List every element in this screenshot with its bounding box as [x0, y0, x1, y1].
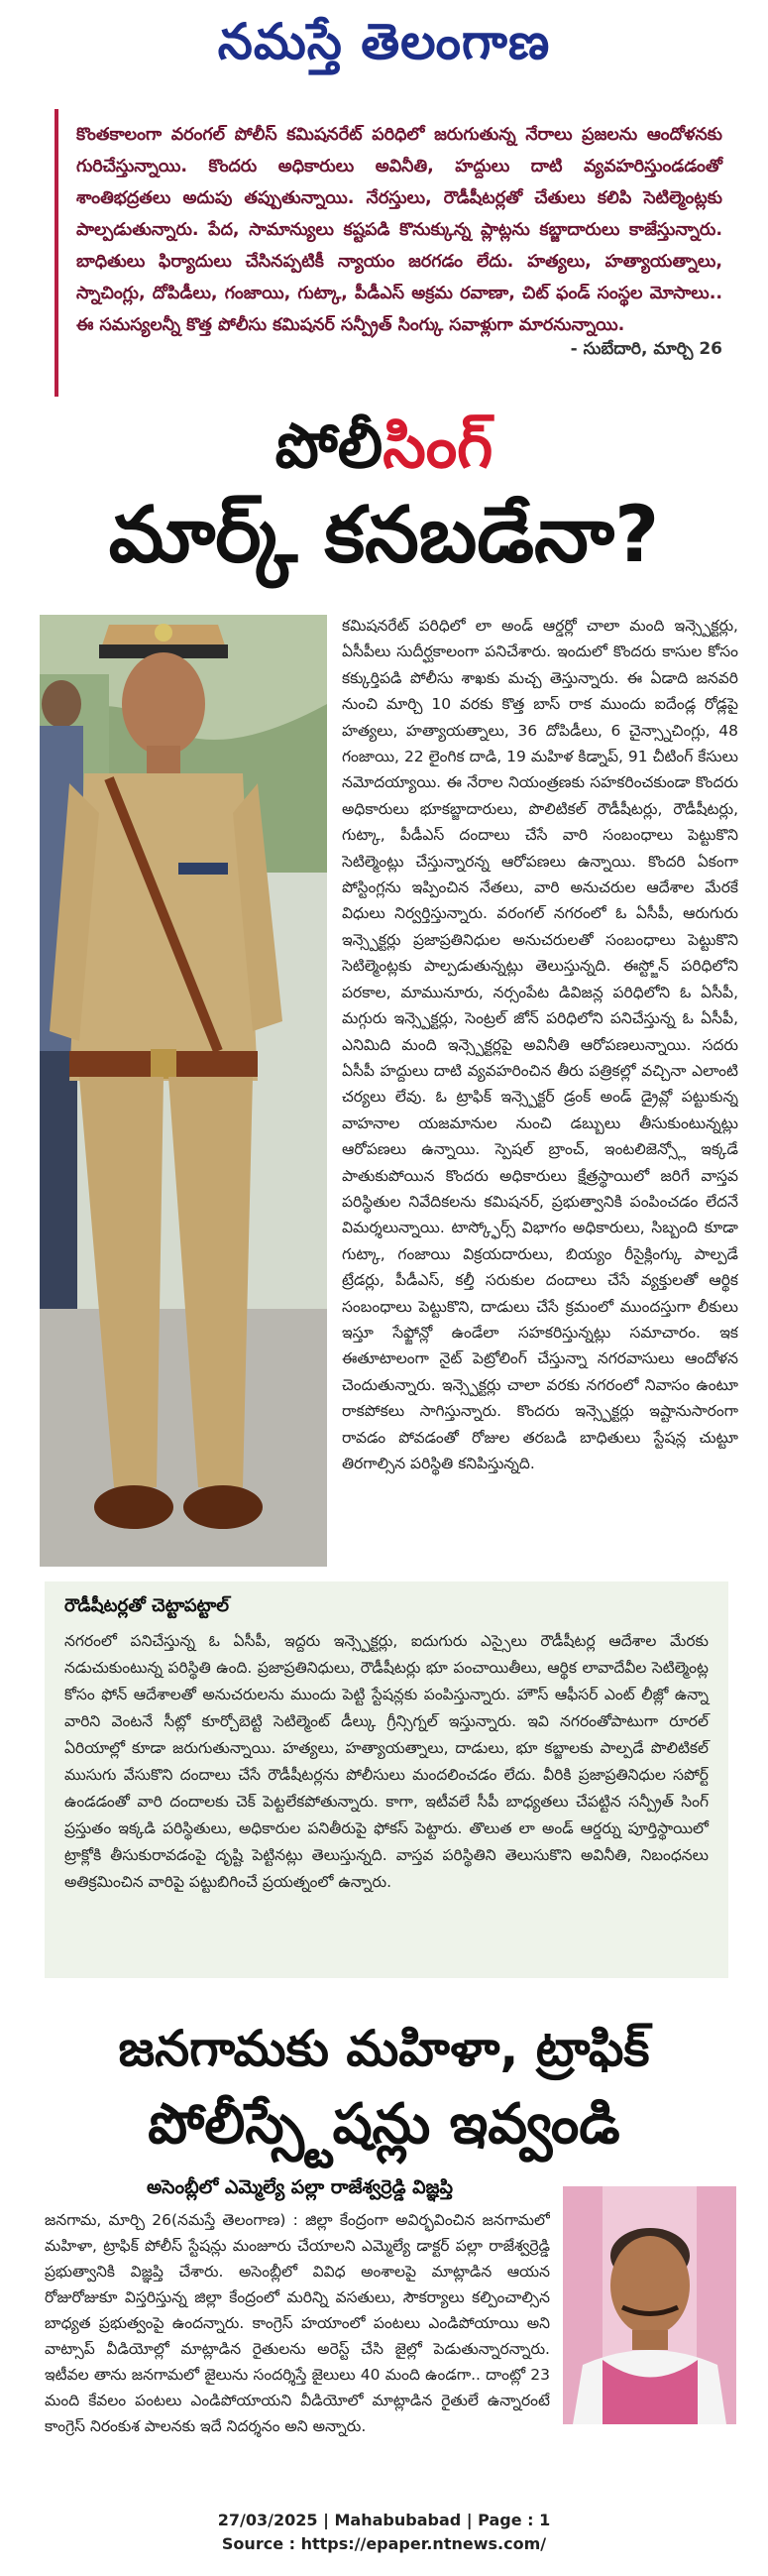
page-footer [0, 2509, 768, 2556]
headline-part-2-red: సింగ్ [383, 410, 494, 482]
police-officer-illustration [40, 615, 327, 1567]
second-headline-line-2: పోలీస్స్టేషన్లు ఇవ్వండి [148, 2092, 620, 2157]
second-headline-line-1: జనగామకు మహిళా, ట్రాఫిక్ [118, 2020, 650, 2077]
box-heading: రౌడీషీటర్లతో చెట్టాపట్టాల్ [64, 1595, 230, 1616]
sidebar-box [45, 1581, 728, 1978]
headline-line-1 [20, 407, 748, 486]
main-headline [20, 407, 748, 585]
box-body: నగరంలో పనిచేస్తున్న ఓ ఏసీపీ, ఇద్దరు ఇన్స్పెక్టర్లు, ఐదుగురు ఎస్సైలు రౌడీషీటర్ల ఆదేశాల మేరకు నడుచుకుంటున్న పరిస్థితి ఉంది. ప్రజాప్రతినిధులు, రౌడీషీటర్లు భూ పంచాయితీలు, ఆర్థిక లావాదేవీల సెటిల్మెంట్ల కోసం ఫోన్ ఆదేశాలతో అనుచరులను ముందు పెట్టి స్టేషన్లకు పంపిస్తున్నారు. హౌస్ ఆఫీసర్ ఎంట్ లీజ్లో ఉన్నా వారిని వెంటనే సీట్లో కూర్చోబెట్టి సెటిల్మెంట్ డీల్కు గ్రీన్సిగ్నల్ ఇస్తున్నారు. ఇవి నగరంతోపాటుగా రూరల్ ఏరియాల్లో కూడా జరుగుతున్నాయి. హత్యలు, హత్యాయత్నాలు, దాడులు, భూ కబ్జాలకు పాల్పడే పొలిటికల్ ముసుగు వేసుకొని దందాలు చేసే రౌడీషీటర్లను పోలీసులు మందలించడం లేదు. వీరికి ప్రజాప్రతినిధుల సపోర్ట్ ఉండడంతో వారి దందాలకు చెక్ పెట్టలేకపోతున్నారు. కాగా, ఇటీవలే సీపీ బాధ్యతలు చేపట్టిన సన్ప్రీత్ సింగ్ ప్రస్తుతం ఇక్కడి పరిస్థితులు, అధికారుల పనితీరుపై ఫోకస్ పెట్టారు. తొలుత లా అండ్ ఆర్డర్ను పూర్తిస్థాయిలో ట్రాక్లోకి తీసుకురావడంపై దృష్టి పెట్టినట్లు తెలుస్తున్నది. వాస్తవ పరిస్థితిని తెలుసుకొని అవినీతి, నిబంధనలు అతిక్రమించిన వారిపై పట్టుబిగించే ప్రయత్నంలో ఉన్నారు. [64, 1632, 709, 1891]
second-article-body: జనగామ, మార్చి 26(నమస్తే తెలంగాణ) : జిల్లా కేంద్రంగా అవిర్భవించిన జనగామలో మహిళా, ట్రాఫిక్ పోలీస్ స్టేషన్లు మంజూరు చేయాలని ఎమ్మెల్యే డాక్టర్ పల్లా రాజేశ్వర్రెడ్డి ప్రభుత్వానికి విజ్ఞప్తి చేశారు. అసెంబ్లీలో వివిధ అంశాలపై మాట్లాడిన ఆయన రోజురోజుకూ విస్తరిస్తున్న జిల్లా కేంద్రంలో మరిన్ని వసతులు, సౌకర్యాలు కల్పించాల్సిన బాధ్యత ప్రభుత్వంపై ఉందన్నారు. కాంగ్రెస్ హయాంలో పంటలు ఎండిపోయాయి అని వాట్సాప్ వీడియోల్లో మాట్లాడిన రైతులను అరెస్ట్ చేసి జైల్లో పెడుతున్నారన్నారు. ఇటీవల తాను జనగామలో జైలును సందర్శిస్తే జైలులు 40 మంది ఉండగా.. దాంట్లో 23 మంది కేవలం పంటలు ఎండిపోయాయని వీడియోలో మాట్లాడిన రైతులే ఉన్నారంటే కాంగ్రెస్ నిరంకుశ పాలనకు ఇదే నిదర్శనం అని అన్నారు. [45, 2211, 550, 2435]
footer-edition-info: 27/03/2025 | Mahabubabad | Page : 1 [217, 2511, 551, 2529]
intro-block [55, 109, 738, 397]
second-article-subhead: అసెంబ్లీలో ఎమ్మెల్యే పల్లా రాజేశ్వర్రెడ్డి విజ్ఞప్తి [146, 2176, 454, 2198]
commissioner-photo [40, 615, 327, 1567]
second-headline [20, 2013, 748, 2166]
footer-source: Source : https://epaper.ntnews.com/ [221, 2534, 547, 2553]
masthead [0, 0, 768, 94]
intro-text: కొంతకాలంగా వరంగల్ పోలీస్ కమిషనరేట్ పరిధిలో జరుగుతున్న నేరాలు ప్రజలను ఆందోళనకు గురిచేస్తున్నాయి. కొందరు అధికారులు అవినీతి, హద్దులు దాటి వ్యవహరిస్తుండడంతో శాంతిభద్రతలు అదుపు తప్పుతున్నాయి. నేరస్తులు, రౌడీషీటర్లతో చేతులు కలిపి సెటిల్మెంట్లకు పాల్పడుతున్నారు. పేద, సామాన్యులు కష్టపడి కొనుక్కున్న ప్లాట్లను కబ్జాదారులు కాజేస్తున్నారు. బాధితులు ఫిర్యాదులు చేసినప్పటికీ న్యాయం జరగడం లేదు. హత్యలు, హత్యాయత్నాలు, స్నాచింగ్లు, దోపిడీలు, గంజాయి, గుట్కా, పీడీఎస్ అక్రమ రవాణా, చిట్ ఫండ్ సంస్థల మోసాలు.. ఈ సమస్యలన్నీ కొత్త పోలీసు కమిషనర్ సన్ప్రీత్ సింగ్కు సవాళ్లుగా మారనున్నాయి. [76, 125, 722, 335]
intro-dateline: - సుబేదారి, మార్చి 26 [570, 339, 722, 359]
article-main-body: కమిషనరేట్ పరిధిలో లా అండ్ ఆర్డర్లో చాలా మంది ఇన్స్పెక్టర్లు, ఏసీపీలు సుదీర్ఘకాలంగా పనిచేశారు. ఇందులో కొందరు కాసుల కోసం కక్కుర్తిపడి పోలీసు శాఖకు మచ్చ తెస్తున్నారు. ఈ ఏడాది జనవరి నుంచి మార్చి 10 వరకు కొత్త బాస్ రాక ముందు ఐదేండ్ల రోడ్లపై హత్యలు, హత్యాయత్నాలు, 36 దోపిడీలు, 6 చైన్స్నాచింగ్లు, 48 గంజాయి, 22 లైంగిక దాడి, 19 మహిళ కిడ్నాప్, 91 చీటింగ్ కేసులు నమోదయ్యాయి. ఈ నేరాల నియంత్రణకు సహకరించకుండా కొందరు అధికారులు భూకబ్జాదారులు, పొలిటికల్ రౌడీషీటర్లు, రౌడీషీటర్లు, గుట్కా, పీడీఎస్ దందాలు చేసే వారి సంబంధాలు పెట్టుకొని సెటిల్మెంట్లు చేస్తున్నారన్న ఆరోపణలు ఉన్నాయి. కొందరి ఏకంగా పోస్టింగ్లను ఇప్పించిన నేతలు, వారి అనుచరుల ఆదేశాల మేరకే విధులు నిర్వర్తిస్తున్నారు. వరంగల్ నగరంలో ఓ ఏసీపీ, ఆరుగురు ఇన్స్పెక్టర్లు ప్రజాప్రతినిధుల అనుచరులతో సంబంధాలు పెట్టుకొని సెటిల్మెంట్లకు పాల్పడుతున్నట్లు తెలుస్తున్నది. ఈస్ట్జోన్ పరిధిలోని పరకాల, మామునూరు, నర్సంపేట డివిజన్ల పరిధిలోని ఓ ఏసీపీ, మగ్గురు ఇన్స్పెక్టర్లు, సెంట్రల్ జోన్ పరిధిలోని పనిచేస్తున్న ఓ ఏసీపీ, ఎనిమిది మంది ఇన్స్పెక్టర్లపై అవినీతి ఆరోపణలున్నాయి. సదరు ఏసీపీ హద్దులు దాటి వ్యవహరించిన తీరు పత్రికల్లో వచ్చినా ఎలాంటి చర్యలు లేవు. ఓ ట్రాఫిక్ ఇన్స్పెక్టర్ డ్రంక్ అండ్ డ్రైవ్లో పట్టుకున్న వాహనాల యజమానుల నుంచి డబ్బులు తీసుకుంటున్నట్లు ఆరోపణలు ఉన్నాయి. స్పెషల్ బ్రాంచ్, ఇంటలిజెన్స్లో ఇక్కడే పాతుకుపోయిన కొందరు అధికారులు క్షేత్రస్థాయిలో జరిగే వాస్తవ పరిస్థితుల నివేదికలను కమిషనర్, ప్రభుత్వానికి పంపించడం లేదనే విమర్శలున్నాయి. టాస్క్ఫోర్స్ విభాగం అధికారులు, సిబ్బంది కూడా గుట్కా, గంజాయి విక్రయదారులు, బియ్యం రీసైక్లింగ్కు పాల్పడే ట్రేడర్లు, పీడీఎస్, కల్తీ సరుకుల దందాలు చేసే వ్యక్తులతో ఆర్థిక సంబంధాలు పెట్టుకొని, దాడులు చేసే క్రమంలో ముందస్తుగా లీకులు ఇస్తూ సేఫ్జోన్లో ఉండేలా సహకరిస్తున్నట్లు సమాచారం. ఇక ఈతూటాలంగా నైట్ పెట్రోలింగ్ చేస్తున్నా నగరవాసులు ఆందోళన చెందుతున్నారు. ఇన్స్పెక్టర్లు చాలా వరకు నగరంలో నివాసం ఉంటూ రాకపోకలు సాగిస్తున్నారు. కొందరు ఇన్స్పెక్టర్లు ఇష్టానుసారంగా రావడం పోవడంతో రోజుల తరబడి బాధితులు స్టేషన్ల చుట్టూ తిరగాల్సిన పరిస్థితి కనిపిస్తున్నది. [342, 617, 738, 1472]
newspaper-logo: నమస్తే తెలంగాణ [217, 11, 551, 70]
headline-line-2: మార్క్ కనబడేనా? [108, 491, 660, 580]
mla-photo [563, 2186, 736, 2424]
headline-part-1: పోలీ [274, 410, 384, 482]
portrait-illustration [563, 2186, 736, 2424]
